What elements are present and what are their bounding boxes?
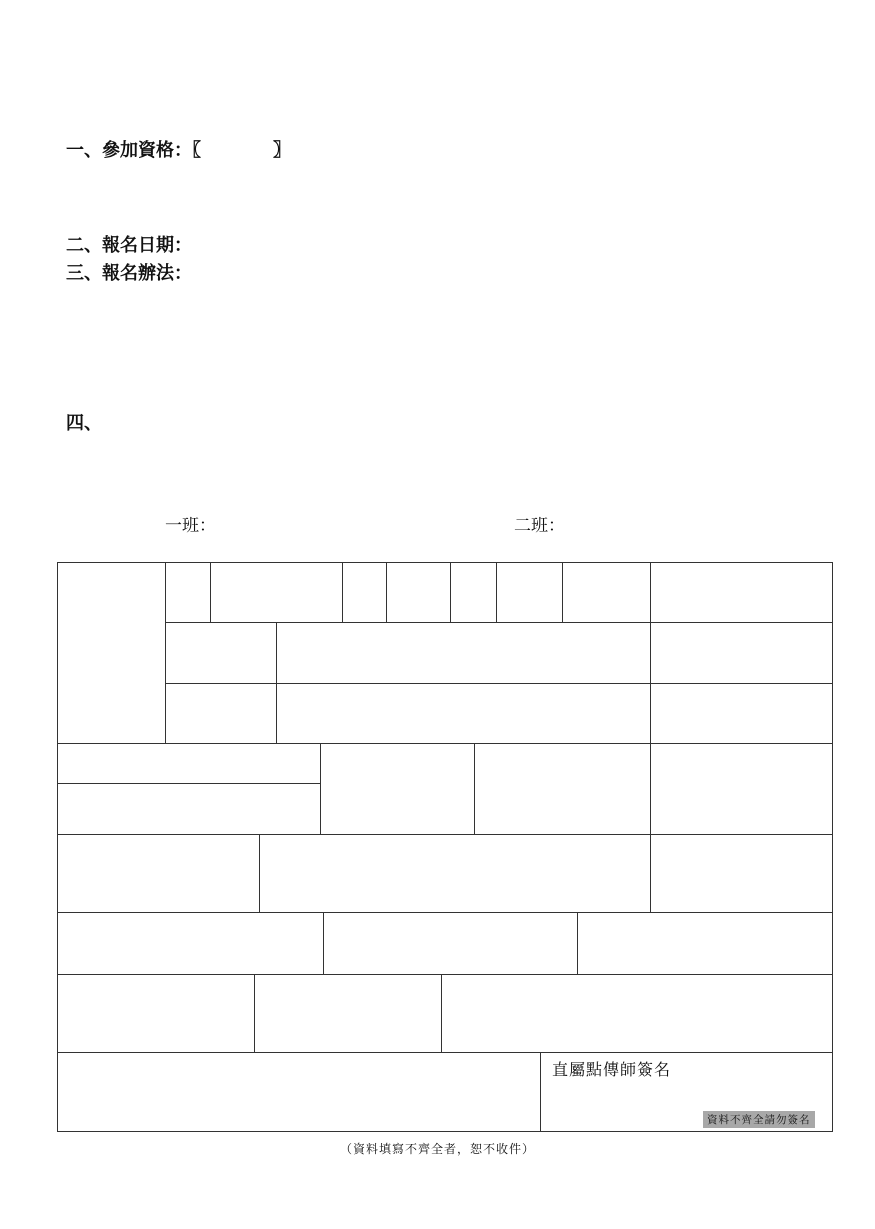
table-line [562, 562, 563, 622]
table-line [577, 912, 578, 974]
table-line [254, 974, 255, 1052]
section-four: 四、 [66, 413, 102, 434]
table-line [57, 743, 833, 744]
section-signup-date: 二、報名日期： [66, 235, 192, 256]
table-line [57, 783, 320, 784]
table-line [320, 743, 321, 834]
table-line [450, 562, 451, 622]
signature-note-badge: 資料不齊全請勿簽名 [703, 1111, 815, 1128]
table-line [650, 562, 651, 834]
table-border-bottom [57, 1131, 833, 1132]
table-line [57, 1052, 833, 1053]
table-border-left [57, 562, 58, 1132]
table-border-right [832, 562, 833, 1132]
signature-label: 直屬點傳師簽名 [552, 1060, 672, 1079]
table-line [57, 834, 833, 835]
table-line [210, 562, 211, 622]
table-line [57, 974, 833, 975]
table-line [323, 912, 324, 974]
table-line [496, 562, 497, 622]
table-line [540, 1052, 541, 1132]
table-line [165, 562, 166, 743]
table-line [650, 834, 651, 912]
class-one-label: 一班： [165, 516, 216, 536]
table-line [386, 562, 387, 622]
registration-form-table [57, 562, 833, 1132]
section-signup-method: 三、報名辦法： [66, 263, 192, 284]
table-line [441, 974, 442, 1052]
section-qualification: 一、參加資格：〖 〗 [66, 140, 291, 161]
table-line [259, 834, 260, 912]
table-line [165, 622, 833, 623]
table-line [165, 683, 833, 684]
table-line [342, 562, 343, 622]
class-two-label: 二班： [514, 516, 565, 536]
table-line [57, 912, 833, 913]
footer-note: （資料填寫不齊全者，恕不收件） [339, 1142, 535, 1156]
table-border-top [57, 562, 833, 563]
table-line [276, 622, 277, 743]
table-line [474, 743, 475, 834]
